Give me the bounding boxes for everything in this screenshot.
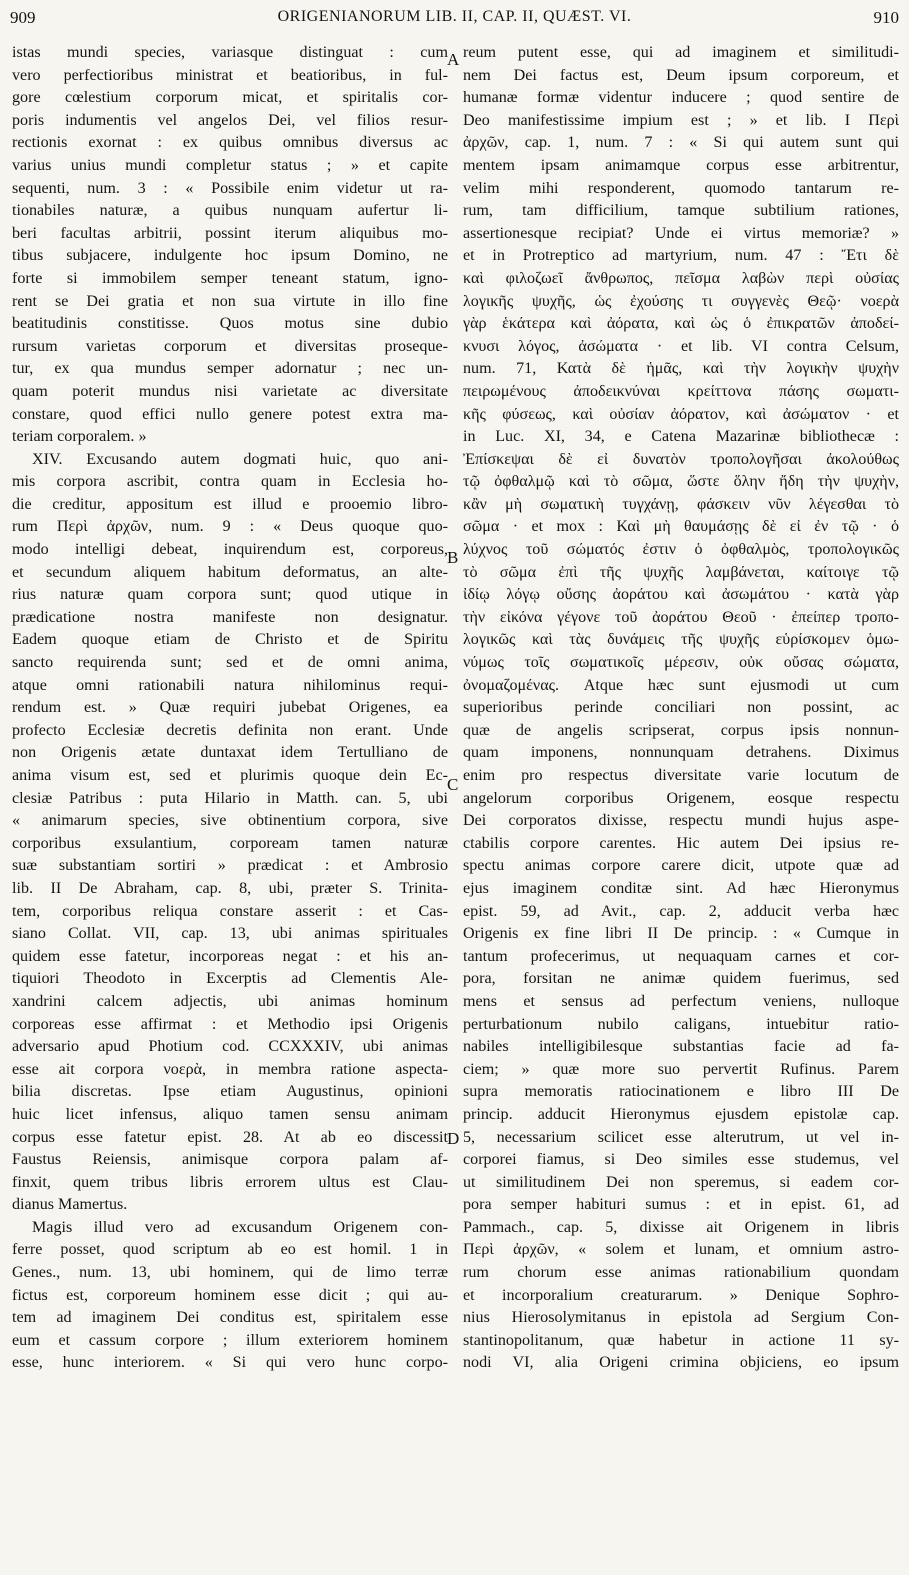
- text-line: angelorum corporibus Origenem, eosque respectu: [463, 789, 899, 807]
- text-line: tem ad imaginem Dei conditus est, spiritalem esse: [12, 1309, 448, 1327]
- text-line: in Luc. XI, 34, e Catena Mazarinæ bibliothecæ :: [463, 428, 899, 446]
- text-line: Magis illud vero ad excusandum Origenem con-: [32, 1218, 448, 1236]
- text-line: tibus subjacere, indulgente hoc ipsum Domino, ne: [12, 247, 448, 265]
- text-line: corporei fiamus, si Deo similes esse studemus, vel: [463, 1151, 899, 1169]
- text-line: fictus est, corporeum hominem esse dicit ; qui au-: [12, 1286, 448, 1304]
- text-line: γὰρ ἑκάτερα καὶ ἀόρατα, καὶ ὡς ὁ ἐπικρατῶν ἀποδεί-: [463, 315, 899, 333]
- text-line: Deo manifestissime impium est ; » et lib. I Περὶ: [463, 111, 899, 129]
- text-line: rursum varietas corporum et diversitas proseque-: [12, 337, 448, 355]
- text-line: rum, tam difficilium, tamque subtilium rationes,: [463, 202, 899, 220]
- text-line: nabiles intelligibilesque substantias facie ad fa-: [463, 1038, 899, 1056]
- section-marker-b: B: [447, 548, 459, 567]
- section-marker-a: A: [447, 50, 460, 69]
- text-line: spectu animas corpore carere dicit, utpote quæ ad: [463, 857, 899, 875]
- text-line: et in Protreptico ad martyrium, num. 47 : Ἔτι δὲ: [463, 247, 899, 265]
- text-line: ἰδίῳ λόγῳ οὔσης ἀοράτου καὶ ἀσωμάτου · κατὰ γὰρ: [463, 586, 899, 604]
- text-line: clesiæ Patribus : puta Hilario in Matth. can. 5, ubi: [12, 789, 448, 807]
- text-line: ἀρχῶν, cap. 1, num. 7 : « Si qui autem sunt qui: [463, 134, 899, 152]
- text-line: λογικῶς καὶ τὰς δυνάμεις τῆς ψυχῆς εὑρίσκομεν ὁμω-: [463, 631, 899, 649]
- text-line: istas mundi species, variasque distinguat : cum: [12, 44, 448, 61]
- text-line: κνυσι λόγος, ἀσώματα · et lib. VI contra Celsum,: [463, 337, 899, 355]
- page-header: [0, 0, 909, 40]
- text-line: τῷ ὀφθαλμῷ καὶ τὸ σῶμα, ὥστε ὅλην ἤδη τὴν ψυχὴν,: [463, 473, 899, 491]
- text-line: tiquiori Theodoto in Excerptis ad Clementis Ale-: [12, 970, 448, 988]
- text-line: lib. II De Abraham, cap. 8, ubi, præter S. Trinita-: [12, 879, 448, 897]
- text-line: anima visum est, sed et plurimis quoque dein Ec-: [12, 767, 448, 784]
- text-line: Genes., num. 13, ubi hominem, qui de limo terræ: [12, 1264, 448, 1282]
- text-line: sancto requirenda sunt; sed et de omni anima,: [12, 654, 448, 672]
- text-line: epist. 59, ad Avit., cap. 2, adducit verba hæc: [463, 902, 899, 920]
- text-line: νύμως τοῖς σωματικοῖς μέρεσιν, οὐκ οὔσας σώματα,: [463, 654, 899, 672]
- text-line: pora semper habituri sumus : et in epist. 61, ad: [463, 1196, 899, 1214]
- text-line: sequenti, num. 3 : « Possibile enim videtur ut ra-: [12, 179, 448, 197]
- text-line: 5, necessarium scilicet esse alterutrum, ut vel in-: [463, 1128, 899, 1146]
- text-line: rum chorum esse animas rationabilium quondam: [463, 1264, 899, 1282]
- text-line: eum et cassum corpore ; illum exteriorem hominem: [12, 1331, 448, 1349]
- text-line: dianus Mamertus.: [12, 1196, 128, 1214]
- text-line: esse ait corpora νοερὰ, in membra ratione aspecta-: [12, 1060, 448, 1078]
- text-line: finxit, quem tribus libris errorem ultus est Clau-: [12, 1173, 448, 1191]
- text-line: Faustus Reiensis, animisque corpora palam af-: [12, 1151, 448, 1169]
- text-line: modo intelligi debeat, inquirendum est, corporeus,: [12, 541, 448, 559]
- section-marker-c: C: [447, 775, 459, 794]
- page-number-right: 910: [873, 8, 899, 27]
- text-line: mens et sensus ad perfectum veniens, nulloque: [463, 992, 899, 1010]
- text-line: adversario apud Photium cod. CCXXXIV, ubi animas: [12, 1038, 448, 1056]
- text-line: nius Hierosolymitanus in epistola ad Sergium Con-: [463, 1309, 899, 1327]
- text-line: et secundum aliquem habitum deformatus, an alte-: [12, 563, 448, 581]
- text-line: beri facultas arbitrii, possint iterum aliquibus mo-: [12, 224, 448, 242]
- text-line: quam imponens, nonnunquam detrahens. Diximus: [463, 744, 899, 762]
- text-line: perturbationum nubilo caligans, intuebitur ratio-: [463, 1015, 899, 1033]
- text-line: mentem ipsam animamque corpus esse arbitrentur,: [463, 156, 899, 174]
- text-line: huic licet infensus, aliquo tamen sensu animam: [12, 1105, 448, 1123]
- text-line: ὀνομαζομένας. Atque hæc sunt ejusmodi ut cum: [463, 676, 899, 694]
- page-number-left: 909: [10, 8, 36, 27]
- text-line: Περὶ ἀρχῶν, « solem et lunam, et omnium astro-: [463, 1241, 899, 1259]
- text-line: corporeas esse affirmat : et Methodio ipsi Origenis: [12, 1015, 448, 1033]
- text-line: nodi VI, alia Origeni crimina objiciens, eo ipsum: [463, 1354, 899, 1372]
- text-line: suæ substantiam sortiri » prædicat : et Ambrosio: [12, 857, 448, 875]
- section-marker-d: D: [447, 1129, 460, 1148]
- text-line: rius naturæ quam corpora sunt; quod utique in: [12, 586, 448, 604]
- text-line: supra memoratis ratiocinationem e libro III De: [463, 1083, 899, 1101]
- text-line: ejus imaginem conditæ sint. Ad hæc Hieronymus: [463, 879, 899, 897]
- text-line: κῆς φύσεως, καὶ οὐσίαν ἀόρατον, καὶ ἀσώματον · et: [463, 405, 899, 423]
- text-line: corporibus exsulantium, corpoream tamen naturæ: [12, 834, 448, 852]
- text-line: rent se Dei gratia et non sua virtute in illo fine: [12, 292, 448, 310]
- text-line: τὴν εἰκόνα γέγονε τοῦ ἀοράτου Θεοῦ · ἐπείπερ τροπο-: [463, 608, 899, 626]
- text-line: stantinopolitanum, quæ habetur in actione 11 sy-: [463, 1331, 899, 1349]
- text-line: princip. adducit Hieronymus ejusdem epistolæ cap.: [463, 1105, 899, 1123]
- text-line: superioribus perinde conciliari non possint, ac: [463, 699, 899, 717]
- text-line: non Origenis ætate duntaxat idem Tertulliano de: [12, 744, 448, 762]
- left-text-column: [12, 42, 448, 1570]
- text-line: humanæ formæ videntur inducere ; quod sentire de: [463, 89, 899, 107]
- text-line: mis corpora ascribit, contra quam in Ecclesia ho-: [12, 473, 448, 491]
- text-line: corpus esse fatetur epist. 28. At ab eo discessit: [12, 1128, 448, 1146]
- text-line: tionabiles naturæ, a quibus nunquam aufertur li-: [12, 202, 448, 220]
- text-line: die creditur, appositum est illud e prooemio libro-: [12, 495, 448, 513]
- text-line: varius unius mundi completur status ; » et capite: [12, 156, 448, 174]
- text-line: teriam corporalem. »: [12, 428, 147, 446]
- text-line: Pammach., cap. 5, dixisse ait Origenem in libris: [463, 1218, 899, 1236]
- text-line: tem, corporibus reliqua constare asserit : et Cas-: [12, 902, 448, 920]
- text-line: velim mihi responderent, quomodo tantarum re-: [463, 179, 899, 197]
- text-line: πειρωμένους ἀποδεικνύναι κρείττονα πάσης σωματι-: [463, 382, 899, 400]
- text-line: κἂν μὴ σωματικὴ τυγχάνῃ, φάσκειν νῦν λέγεσθαι τὸ: [463, 495, 899, 513]
- text-line: « animarum species, sive obtinentium corpora, sive: [12, 812, 448, 830]
- text-line: constare, quod effici nullo genere potest extra ma-: [12, 405, 448, 423]
- text-line: rum Περὶ ἀρχῶν, num. 9 : « Deus quoque quo-: [12, 518, 448, 536]
- text-line: ut similitudinem Dei non speremus, si eadem cor-: [463, 1173, 899, 1191]
- text-line: λογικῆς ψυχῆς, ὡς ἐχούσης τι συγγενὲς Θεῷ· νοερὰ: [463, 292, 899, 310]
- text-line: xandrini calcem adjectis, ubi animas hominum: [12, 992, 448, 1010]
- text-line: Eadem quoque etiam de Christo et de Spiritu: [12, 631, 448, 649]
- text-line: σῶμα · et mox : Καὶ μὴ θαυμάσῃς δὲ εἰ ἐν τῷ · ὁ: [463, 518, 899, 536]
- text-line: quidem esse fatetur, incorporeas negat : et his an-: [12, 947, 448, 965]
- right-text-column: [463, 42, 899, 1570]
- text-line: bilia discretas. Ipse etiam Augustinus, opinioni: [12, 1083, 448, 1101]
- text-line: poris indumentis vel angelos Dei, vel filios resur-: [12, 111, 448, 129]
- text-line: rendum est. » Quæ requiri jubebat Origenes, ea: [12, 699, 448, 717]
- text-line: siano Collat. VII, cap. 13, ubi animas spirituales: [12, 925, 448, 943]
- text-line: καὶ φιλοζωεῖ ἄνθρωπος, πεῖσμα λαβὼν περὶ οὐσίας: [463, 269, 899, 287]
- text-line: assertionesque recipiat? Unde ei virtus memoriæ? »: [463, 224, 899, 242]
- text-line: reum putent esse, qui ad imaginem et similitudi-: [463, 44, 899, 61]
- text-line: prædicatione nostra manifeste non designatur.: [12, 608, 448, 626]
- text-line: gore cœlestium corporum micat, et spiritalis cor-: [12, 89, 448, 107]
- text-line: beatitudinis constitisse. Quos motus sine dubio: [12, 315, 448, 333]
- text-line: τὸ σῶμα ἐπὶ τῆς ψυχῆς λαμβάνεται, καίτοιγε τῷ: [463, 563, 899, 581]
- running-title: ORIGENIANORUM LIB. II, CAP. II, QUÆST. VI.: [277, 8, 632, 25]
- text-line: rectionis exornat : ex quibus omnibus diversus ac: [12, 134, 448, 152]
- text-line: nem Dei factus est, Deum ipsum corporeum, et: [463, 66, 899, 84]
- text-line: ferre posset, quod scriptum ab eo est homil. 1 in: [12, 1241, 448, 1259]
- text-line: Dei corporatos dixisse, respectu mundi hujus aspe-: [463, 812, 899, 830]
- text-line: ctabilis corpore carentes. Hic autem Dei ipsius re-: [463, 834, 899, 852]
- text-line: Ἐπίσκεψαι δὲ εἰ δυνατὸν τροπολογῆσαι ἀκολούθως: [463, 450, 899, 468]
- text-line: vero perfectioribus ministrat et beatioribus, in ful-: [12, 66, 448, 84]
- text-line: num. 71, Κατὰ δὲ ἡμᾶς, καὶ τὴν λογικὴν ψυχὴν: [463, 360, 899, 378]
- text-line: tur, ex qua mundus semper adornatur ; nec un-: [12, 360, 448, 378]
- text-line: XIV. Excusando autem dogmati huic, quo ani-: [32, 450, 448, 468]
- text-line: esse, hunc interiorem. « Si qui vero hunc corpo-: [12, 1354, 448, 1372]
- text-line: forte si immobilem semper teneant statum, igno-: [12, 269, 448, 287]
- text-line: quam poterit mundus nisi varietate ac diversitate: [12, 382, 448, 400]
- text-line: enim pro respectus diversitate varie locutum de: [463, 767, 899, 784]
- text-line: pora, forsitan ne animæ quidem fuerimus, sed: [463, 970, 899, 988]
- text-line: Origenis ex fine libri II De princip. : « Cumque in: [463, 925, 899, 943]
- text-line: et incorporalium creaturarum. » Denique Sophro-: [463, 1286, 899, 1304]
- text-line: λύχνος τοῦ σώματός ἐστιν ὁ ὀφθαλμὸς, τροπολογικῶς: [463, 541, 899, 559]
- text-line: tantum profecerimus, ut nequaquam carnes et cor-: [463, 947, 899, 965]
- text-line: atque omni rationabili natura nihilominus requi-: [12, 676, 448, 694]
- text-line: profecto Ecclesiæ decretis definita non erant. Unde: [12, 721, 448, 739]
- text-line: quæ de angelis scripserat, corpus ipsis nonnun-: [463, 721, 899, 739]
- text-line: ciem; » quæ more suo pervertit Rufinus. Parem: [463, 1060, 899, 1078]
